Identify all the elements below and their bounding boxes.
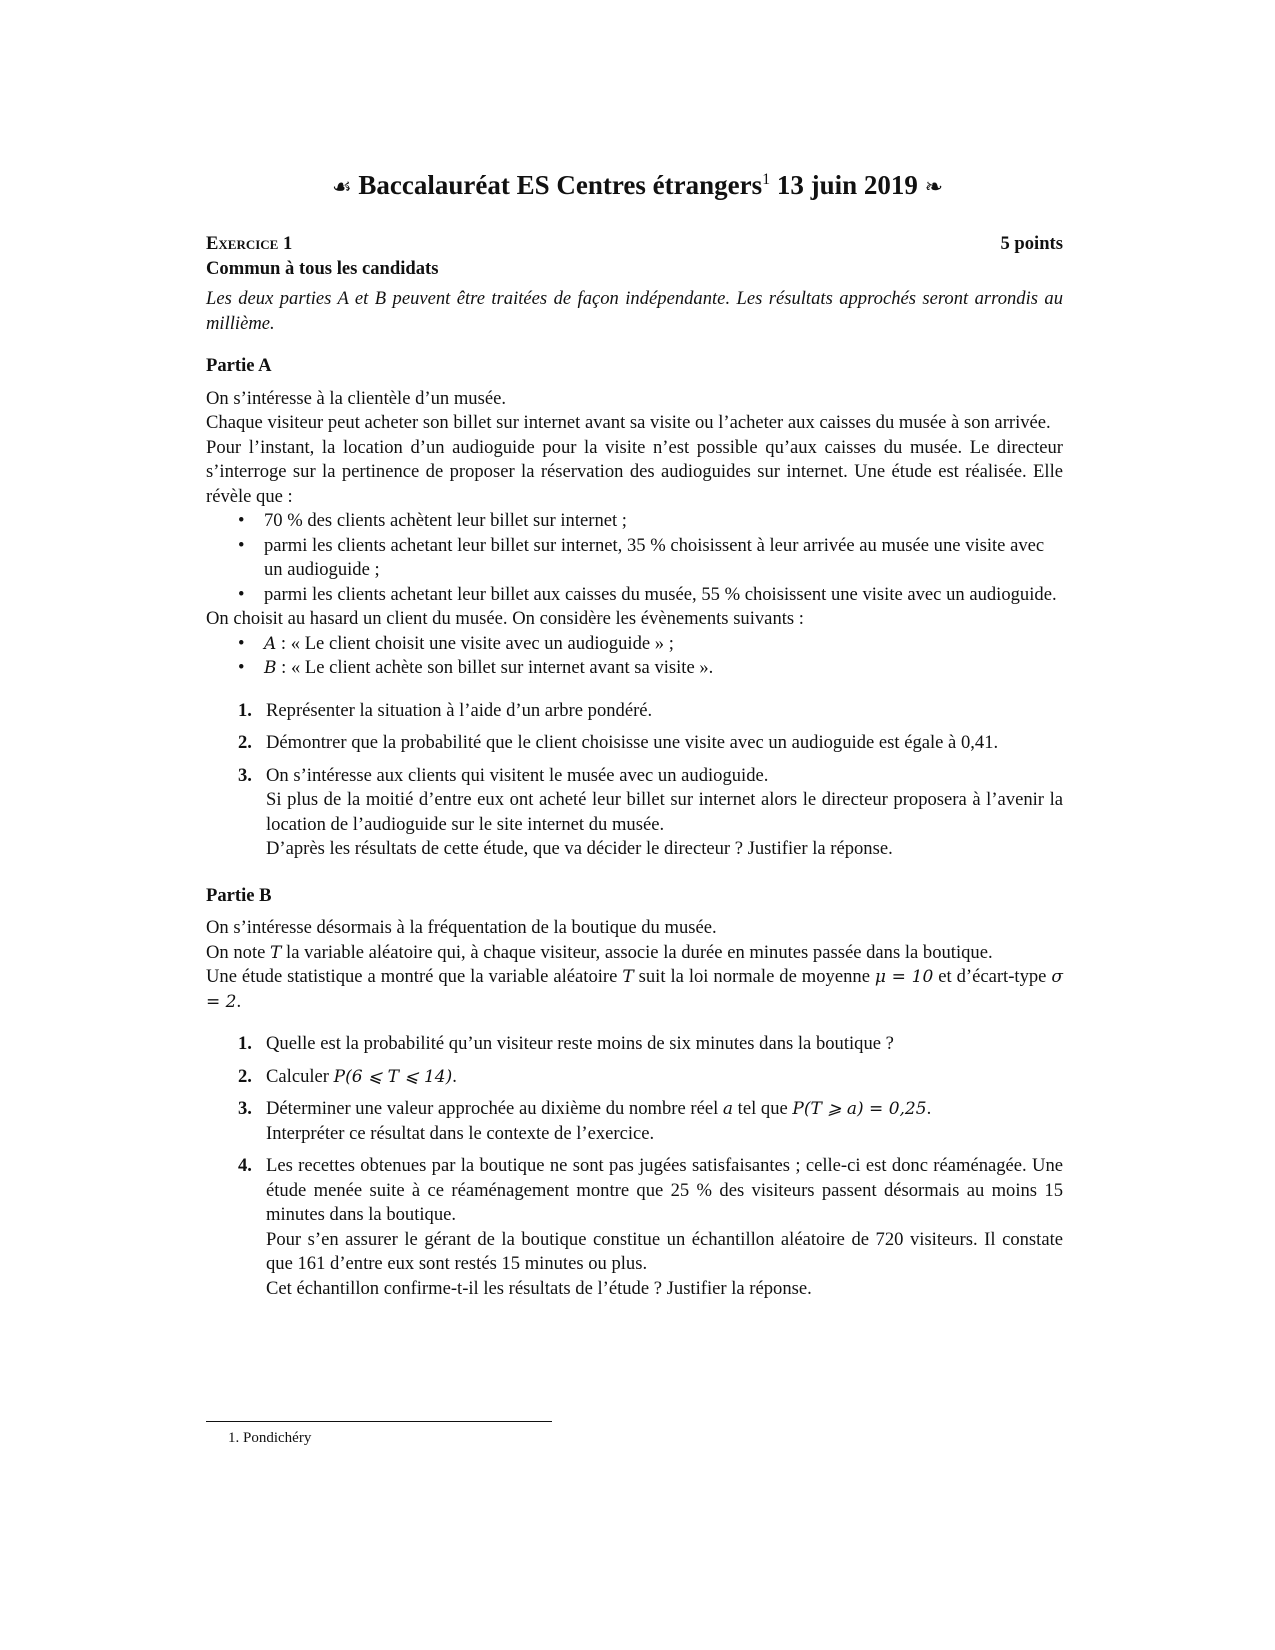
mean-value: μ = 10 (874, 967, 934, 987)
question-text: Interpréter ce résultat dans le contexte de l’exercice. (266, 1122, 655, 1144)
part-a-heading: Partie A (206, 355, 272, 376)
question-b3 (238, 1097, 1063, 1146)
question-text: Déterminer une valeur approchée au dixième du nombre réel (266, 1098, 723, 1119)
part-b-paragraph-2 (206, 941, 1063, 966)
question-text: . (926, 1098, 932, 1119)
question-text: D’après les résultats de cette étude, que va décider le directeur ? Justifier la réponse. (266, 838, 893, 859)
text: suit la loi normale de moyenne (633, 966, 875, 987)
question-b1 (238, 1032, 1063, 1057)
footnote-divider (206, 1421, 552, 1422)
question-text: Les recettes obtenues par la boutique ne sont pas jugées satisfaisantes ; celle-ci est donc réaménagée. Une étude menée suite à ce réaménagement montre que 25 % des visiteurs passent désormais au moins 15 minutes dans la boutique. (266, 1155, 1063, 1225)
part-a-questions (206, 699, 1063, 862)
text: . (236, 990, 242, 1012)
variable-symbol: T (622, 967, 634, 987)
exercise-header (206, 232, 1063, 257)
question-text: Cet échantillon confirme-t-il les résultats de l’étude ? Justifier la réponse. (266, 1277, 812, 1299)
question-number: 2. (238, 732, 252, 753)
event-a (264, 632, 1063, 657)
question-text: . (452, 1065, 457, 1087)
question-text: Si plus de la moitié d’entre eux ont acheté leur billet sur internet alors le directeur proposera à l’avenir la location de l’audioguide sur le site internet du musée. (266, 789, 1063, 835)
event-symbol: A (264, 633, 277, 654)
exercise-audience: Commun à tous les candidats (206, 257, 439, 279)
question-text: Quelle est la probabilité qu’un visiteur reste moins de six minutes dans la boutique ? (266, 1033, 894, 1054)
footnote-number: 1. (228, 1430, 240, 1446)
list-item: • 70 % des clients achètent leur billet sur internet ; (264, 509, 1063, 534)
ornament-left-icon: ☙ (331, 174, 352, 199)
list-item: • parmi les clients achetant leur billet sur internet, 35 % choisissent à leur arrivée au musée une visite avec un audioguide ; (264, 534, 1063, 583)
title-main: Baccalauréat ES Centres étrangers (358, 170, 763, 200)
question-number: 1. (238, 699, 252, 721)
question-a1 (238, 699, 1063, 724)
question-text: Calculer (266, 1065, 334, 1087)
title-footnote-mark: 1 (762, 171, 771, 188)
page-title (0, 170, 1275, 201)
text: la variable aléatoire qui, à chaque visiteur, associe la durée en minutes passée dans la boutique. (281, 941, 993, 963)
footnote (228, 1430, 311, 1447)
question-a3 (238, 764, 1063, 862)
variable-symbol: a (722, 1099, 734, 1119)
exercise-label: Exercice 1 (206, 233, 293, 254)
question-text: Pour s’en assurer le gérant de la boutique constitue un échantillon aléatoire de 720 visiteurs. Il constate que 161 d’entre eux sont restés 15 minutes ou plus. (266, 1228, 1063, 1274)
text: et d’écart-type (933, 966, 1052, 987)
event-text: : « Le client choisit une visite avec un audioguide » ; (276, 632, 674, 654)
events-list (206, 632, 1063, 681)
question-number: 1. (238, 1033, 252, 1054)
question-text: Représenter la situation à l’aide d’un arbre pondéré. (266, 699, 653, 721)
question-number: 2. (238, 1065, 252, 1087)
part-a-paragraph-3: Pour l’instant, la location d’un audioguide pour la visite n’est possible qu’aux caisses du musée. Le directeur s’interroge sur la pertinence de proposer la réservation des audioguides sur internet. Une étude est réalisée. Elle révèle que : (206, 436, 1063, 507)
math-expression: P(T ⩾ a) = 0,25 (792, 1099, 927, 1119)
question-number: 3. (238, 1098, 252, 1119)
study-results-list (206, 509, 1063, 607)
exercise-intro: Les deux parties A et B peuvent être traitées de façon indépendante. Les résultats approchés seront arrondis au millième. (206, 288, 1063, 334)
text: Une étude statistique a montré que la variable aléatoire (206, 966, 623, 987)
event-symbol: B (264, 658, 277, 678)
footnote-text: Pondichéry (243, 1430, 312, 1446)
event-text: : « Le client achète son billet sur internet avant sa visite ». (276, 657, 714, 678)
ornament-right-icon: ❧ (924, 174, 944, 199)
part-a-paragraph-4: On choisit au hasard un client du musée. On considère les évènements suivants : (206, 608, 804, 629)
variable-symbol: T (270, 942, 282, 963)
question-b4 (238, 1154, 1063, 1301)
question-b2 (238, 1065, 1063, 1090)
question-a2 (238, 731, 1063, 756)
part-b-paragraph-3 (206, 965, 1063, 1014)
exercise-content (206, 232, 1063, 1309)
part-b-questions (206, 1032, 1063, 1301)
exercise-points: 5 points (1000, 233, 1063, 254)
question-number: 4. (238, 1155, 252, 1176)
event-b (264, 656, 1063, 681)
list-item: • parmi les clients achetant leur billet aux caisses du musée, 55 % choisissent une visite avec un audioguide. (264, 583, 1063, 608)
std-dev-value: σ = 2 (206, 967, 1063, 1012)
math-expression: P(6 ⩽ T ⩽ 14) (333, 1066, 453, 1087)
question-text: Démontrer que la probabilité que le client choisisse une visite avec un audioguide est égale à 0,41. (266, 732, 999, 753)
part-b-heading: Partie B (206, 884, 272, 906)
question-text: On s’intéresse aux clients qui visitent le musée avec un audioguide. (266, 764, 769, 786)
title-date: 13 juin 2019 (776, 170, 918, 200)
question-number: 3. (238, 764, 252, 786)
question-text: tel que (733, 1098, 793, 1119)
part-b-paragraph-1: On s’intéresse désormais à la fréquentation de la boutique du musée. (206, 917, 717, 938)
part-a-paragraph-1: On s’intéresse à la clientèle d’un musée. (206, 387, 506, 409)
part-a-paragraph-2: Chaque visiteur peut acheter son billet sur internet avant sa visite ou l’acheter aux caisses du musée à son arrivée. (206, 412, 1051, 433)
text: On note (206, 941, 271, 963)
